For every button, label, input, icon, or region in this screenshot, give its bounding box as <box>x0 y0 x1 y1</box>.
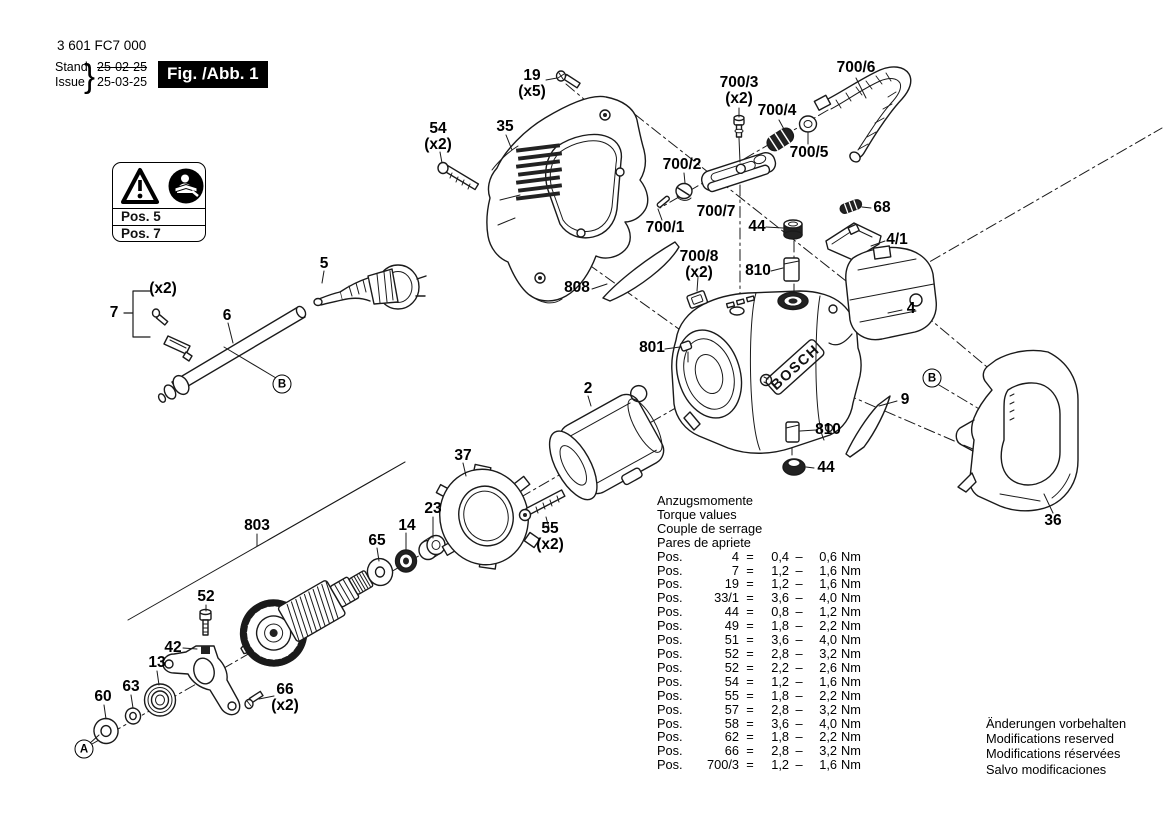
ring-23 <box>419 536 445 560</box>
torque-cell: 1,2 <box>771 757 789 773</box>
part-label-7 <box>110 305 119 321</box>
part-label-68 <box>873 200 890 216</box>
document-number: 3 601 FC7 000 <box>57 38 147 53</box>
torque-cell: Nm <box>841 673 861 689</box>
issue-date: 25-03-25 <box>97 75 148 89</box>
torque-cell: – <box>795 673 803 689</box>
torque-cell: – <box>795 576 803 592</box>
torque-cell: Nm <box>841 604 861 620</box>
torque-row <box>657 605 861 619</box>
issue-label: Issue <box>55 75 85 89</box>
torque-row <box>657 564 861 578</box>
bearing-13 <box>145 684 176 716</box>
part-label-text: 23 <box>424 499 442 517</box>
torque-cell: 51 <box>724 632 739 648</box>
torque-cell: – <box>795 632 803 648</box>
cap-44-bottom <box>783 459 805 475</box>
bow-handle-700-6 <box>814 67 910 164</box>
torque-cell: – <box>795 743 803 759</box>
torque-cell: – <box>795 729 803 745</box>
pin-700-1 <box>656 196 670 208</box>
part-label-text: 700/3 <box>719 73 759 91</box>
part-label-text: 44 <box>817 458 835 476</box>
knob-700-2 <box>676 184 692 201</box>
part-label-text: 52 <box>197 587 215 605</box>
torque-cell: 52 <box>724 645 739 661</box>
part-label-qty: (x2) <box>271 697 299 714</box>
torque-cell: – <box>795 590 803 606</box>
torque-cell: Nm <box>841 659 861 675</box>
torque-cell: – <box>795 548 803 564</box>
torque-cell: 52 <box>724 659 739 675</box>
torque-cell: 2,8 <box>771 701 789 717</box>
torque-cell: Nm <box>841 548 861 564</box>
torque-cell: Pos. <box>657 562 683 578</box>
torque-cell: 66 <box>724 743 739 759</box>
part-label-text: 808 <box>564 278 590 296</box>
part-label-text: 4 <box>906 299 916 317</box>
torque-cell: = <box>746 701 754 717</box>
torque-cell: = <box>746 687 754 703</box>
torque-title: Pares de apriete <box>657 534 751 550</box>
torque-title: Anzugsmomente <box>657 493 754 508</box>
part-label-text: 13 <box>148 653 166 671</box>
torque-cell: – <box>795 757 803 773</box>
torque-cell: Pos. <box>657 645 683 661</box>
torque-cell: = <box>746 673 754 689</box>
torque-row <box>657 730 861 744</box>
part-label-42 <box>164 640 181 656</box>
part-label-7-qty <box>149 281 177 297</box>
part-label-4 <box>907 301 916 317</box>
part-label-700-1 <box>646 220 685 236</box>
stand-date: 25-02-25 <box>97 60 148 74</box>
torque-row <box>657 758 861 772</box>
figure-badge: Fig. /Abb. 1 <box>158 61 268 88</box>
torque-cell: Pos. <box>657 659 683 675</box>
part-label-qty: (x2) <box>685 264 713 281</box>
stand-issue-dates <box>97 60 147 90</box>
torque-row <box>657 633 861 647</box>
torque-cell: Pos. <box>657 604 683 620</box>
torque-cell: 49 <box>724 618 739 634</box>
torque-row <box>657 661 861 675</box>
torque-cell: = <box>746 757 754 773</box>
part-label-55 <box>536 521 564 553</box>
torque-cell: 2,2 <box>819 729 837 745</box>
torque-cell: 4 <box>731 548 739 564</box>
torque-cell: 19 <box>724 576 739 592</box>
torque-row <box>657 689 861 703</box>
torque-cell: 2,6 <box>819 659 837 675</box>
torque-title: Couple de serrage <box>657 520 763 536</box>
torque-cell: 2,8 <box>771 645 789 661</box>
slider-700-7 <box>699 150 778 193</box>
footer-note: Änderungen vorbehalten <box>986 716 1127 731</box>
torque-cell: 2,2 <box>819 687 837 703</box>
warning-rows <box>113 208 205 242</box>
screw-7 <box>153 309 168 325</box>
torque-cell: 7 <box>731 562 739 578</box>
torque-cell: = <box>746 618 754 634</box>
torque-titles <box>657 494 861 550</box>
warning-row: Pos. 5 <box>113 208 205 225</box>
torque-row <box>657 717 861 731</box>
part-label-text: 803 <box>244 516 270 534</box>
torque-cell: – <box>795 659 803 675</box>
torque-cell: Pos. <box>657 576 683 592</box>
torque-cell: 1,2 <box>771 562 789 578</box>
part-label-700-5 <box>790 145 829 161</box>
torque-cell: 2,2 <box>771 659 789 675</box>
part-label-9 <box>901 392 910 408</box>
torque-cell: = <box>746 659 754 675</box>
torque-cell: 1,8 <box>771 687 789 703</box>
part-label-text: 2 <box>583 379 593 397</box>
torque-table <box>657 494 861 772</box>
torque-cell: = <box>746 562 754 578</box>
part-label-text: 42 <box>164 638 182 656</box>
part-label-text: 700/6 <box>836 58 876 76</box>
handle-cover-36 <box>956 350 1078 510</box>
torque-cell: Nm <box>841 701 861 717</box>
warning-box <box>112 162 206 242</box>
bosch-logo-text: BOSCH <box>768 341 824 394</box>
spring-68 <box>839 199 863 215</box>
part-label-qty: (x2) <box>424 136 452 153</box>
part-label-text: 7 <box>109 303 119 321</box>
torque-cell: Pos. <box>657 757 683 773</box>
torque-cell: 700/3 <box>706 757 739 773</box>
part-label-63 <box>122 679 139 695</box>
torque-cell: 54 <box>724 673 739 689</box>
torque-cell: Nm <box>841 743 861 759</box>
torque-cell: 0,4 <box>771 548 789 564</box>
washer-63 <box>124 706 143 725</box>
torque-row <box>657 647 861 661</box>
part-label-text: 700/7 <box>696 202 736 220</box>
stand-label: Stand <box>55 60 88 74</box>
part-label-text: 66 <box>276 680 294 698</box>
torque-cell: = <box>746 632 754 648</box>
part-label-23 <box>424 501 441 517</box>
footer-notes <box>986 716 1126 777</box>
torque-row <box>657 577 861 591</box>
part-label-text: 810 <box>745 261 771 279</box>
part-label-text: 700/5 <box>789 143 829 161</box>
torque-cell: = <box>746 645 754 661</box>
part-label-text: 37 <box>454 446 472 464</box>
part-label-13 <box>148 655 165 671</box>
torque-cell: = <box>746 743 754 759</box>
part-label-qty: (x2) <box>536 536 564 553</box>
torque-cell: 4,0 <box>819 590 837 606</box>
part-label-52 <box>197 589 214 605</box>
torque-cell: Nm <box>841 715 861 731</box>
torque-cell: 62 <box>724 729 739 745</box>
torque-cell: – <box>795 562 803 578</box>
footer-note: Modifications reserved <box>986 731 1115 747</box>
part-label-text: 68 <box>873 198 891 216</box>
torque-cell: – <box>795 701 803 717</box>
part-label-810-bottom <box>815 422 841 438</box>
part-label-700-6 <box>837 60 876 76</box>
torque-cell: Nm <box>841 757 861 773</box>
torque-cell: Pos. <box>657 729 683 745</box>
torque-cell: Pos. <box>657 687 683 703</box>
part-label-14 <box>398 518 415 534</box>
torque-cell: Nm <box>841 576 861 592</box>
torque-cell: – <box>795 618 803 634</box>
part-label-5 <box>320 256 329 272</box>
warning-row: Pos. 7 <box>113 225 205 242</box>
part-label-text: 54 <box>429 119 447 137</box>
torque-cell: – <box>795 645 803 661</box>
torque-cell: Pos. <box>657 743 683 759</box>
part-label-text: 36 <box>1044 511 1062 529</box>
screw-66 <box>245 691 263 708</box>
torque-cell: 1,8 <box>771 618 789 634</box>
part-label-text: 4/1 <box>886 230 908 248</box>
warning-triangle-icon <box>119 166 161 206</box>
torque-row <box>657 619 861 633</box>
torque-cell: Pos. <box>657 701 683 717</box>
torque-cell: 4,0 <box>819 715 837 731</box>
torque-cell: 1,6 <box>819 576 837 592</box>
part-label-810-top <box>745 263 771 279</box>
torque-cell: 1,6 <box>819 562 837 578</box>
part-label-4-1 <box>886 232 908 248</box>
torque-row <box>657 703 861 717</box>
torque-cell: = <box>746 590 754 606</box>
part-label-text: 44 <box>748 217 766 235</box>
torque-cell: Pos. <box>657 590 683 606</box>
torque-cell: 2,2 <box>819 618 837 634</box>
torque-cell: Pos. <box>657 673 683 689</box>
torque-cell: 3,6 <box>771 590 789 606</box>
torque-cell: 1,8 <box>771 729 789 745</box>
part-label-text: 700/4 <box>757 101 797 119</box>
part-label-text: 810 <box>815 420 841 438</box>
torque-cell: Nm <box>841 562 861 578</box>
torque-cell: – <box>795 604 803 620</box>
torque-cell: Nm <box>841 618 861 634</box>
torque-cell: Pos. <box>657 618 683 634</box>
brush-810-bottom <box>786 422 799 442</box>
view-marker-B: B <box>923 369 942 388</box>
power-cord-5 <box>314 265 426 309</box>
torque-cell: Nm <box>841 632 861 648</box>
part-label-803 <box>244 518 270 534</box>
clamp-7 <box>164 336 192 361</box>
view-marker-B: B <box>273 375 292 394</box>
torque-cell: – <box>795 715 803 731</box>
part-label-text: 60 <box>94 687 112 705</box>
part-label-2 <box>584 381 593 397</box>
part-label-text: 700/8 <box>679 247 719 265</box>
torque-cell: 3,2 <box>819 701 837 717</box>
part-label-text: 14 <box>398 516 416 534</box>
brace-glyph: } <box>84 57 96 94</box>
torque-cell: Nm <box>841 590 861 606</box>
screw-700-3 <box>734 116 744 138</box>
part-label-44-bottom <box>817 460 834 476</box>
warning-icons <box>113 163 205 208</box>
torque-cell: 4,0 <box>819 632 837 648</box>
torque-cell: = <box>746 604 754 620</box>
part-label-700-8 <box>680 249 719 281</box>
part-label-text: 700/1 <box>645 218 685 236</box>
part-label-60 <box>94 689 111 705</box>
part-label-text: 700/2 <box>662 155 702 173</box>
torque-cell: 3,6 <box>771 715 789 731</box>
bearing-14 <box>396 550 417 572</box>
torque-rows <box>657 550 861 773</box>
torque-cell: 44 <box>724 604 739 620</box>
torque-cell: 1,6 <box>819 673 837 689</box>
part-label-text: (x2) <box>149 279 177 297</box>
torque-cell: 0,8 <box>771 604 789 620</box>
part-label-text: 5 <box>319 254 329 272</box>
torque-cell: – <box>795 687 803 703</box>
torque-cell: Nm <box>841 687 861 703</box>
torque-row <box>657 675 861 689</box>
torque-cell: Pos. <box>657 632 683 648</box>
part-label-700-3 <box>720 75 759 107</box>
part-label-qty: (x2) <box>725 90 753 107</box>
part-label-text: 801 <box>639 338 665 356</box>
part-label-700-2 <box>663 157 702 173</box>
torque-cell: 0,6 <box>819 548 837 564</box>
torque-cell: 55 <box>724 687 739 703</box>
screw-52 <box>200 610 211 636</box>
part-label-qty: (x5) <box>518 83 546 100</box>
part-label-text: 35 <box>496 117 514 135</box>
footer-note: Salvo modificaciones <box>986 761 1107 777</box>
read-manual-icon <box>167 167 205 205</box>
torque-cell: 1,6 <box>819 757 837 773</box>
torque-row <box>657 591 861 605</box>
part-label-35 <box>496 119 513 135</box>
part-label-808 <box>564 280 590 296</box>
stand-issue-labels <box>55 60 88 90</box>
part-label-text: 6 <box>222 306 232 324</box>
part-label-700-7 <box>697 204 736 220</box>
torque-cell: 1,2 <box>771 673 789 689</box>
brush-810-top <box>784 258 799 281</box>
torque-cell: 58 <box>724 715 739 731</box>
torque-cell: 1,2 <box>819 604 837 620</box>
torque-cell: 3,2 <box>819 743 837 759</box>
cap-44-top <box>784 220 802 239</box>
torque-cell: Nm <box>841 729 861 745</box>
torque-cell: = <box>746 576 754 592</box>
part-label-6 <box>223 308 232 324</box>
torque-cell: 1,2 <box>771 576 789 592</box>
part-label-801 <box>639 340 665 356</box>
ring-700-5 <box>800 116 817 132</box>
torque-cell: = <box>746 548 754 564</box>
part-label-37 <box>454 448 471 464</box>
part-label-text: 9 <box>900 390 910 408</box>
part-label-66 <box>271 682 299 714</box>
part-label-text: 55 <box>541 519 559 537</box>
label-bracket-7 <box>124 291 150 337</box>
group-803-bracket <box>128 462 405 620</box>
torque-cell: 33/1 <box>714 590 739 606</box>
torque-cell: 57 <box>724 701 739 717</box>
part-label-text: 65 <box>368 531 386 549</box>
torque-cell: = <box>746 729 754 745</box>
part-label-36 <box>1044 513 1061 529</box>
part-label-text: 63 <box>122 677 140 695</box>
torque-cell: Nm <box>841 645 861 661</box>
torque-cell: 3,6 <box>771 632 789 648</box>
torque-cell: Pos. <box>657 715 683 731</box>
part-label-54 <box>424 121 452 153</box>
torque-row <box>657 744 861 758</box>
torque-row <box>657 550 861 564</box>
view-marker-A: A <box>75 740 94 759</box>
torque-cell: = <box>746 715 754 731</box>
part-label-65 <box>368 533 385 549</box>
part-label-19 <box>518 68 546 100</box>
torque-title: Torque values <box>657 506 737 522</box>
footer-note: Modifications réservées <box>986 746 1121 762</box>
torque-cell: 2,8 <box>771 743 789 759</box>
part-label-700-4 <box>758 103 797 119</box>
torque-cell: Pos. <box>657 548 683 564</box>
torque-cell: 3,2 <box>819 645 837 661</box>
screw-54 <box>438 163 478 190</box>
part-label-text: 19 <box>523 66 541 84</box>
part-label-44-top <box>748 219 765 235</box>
